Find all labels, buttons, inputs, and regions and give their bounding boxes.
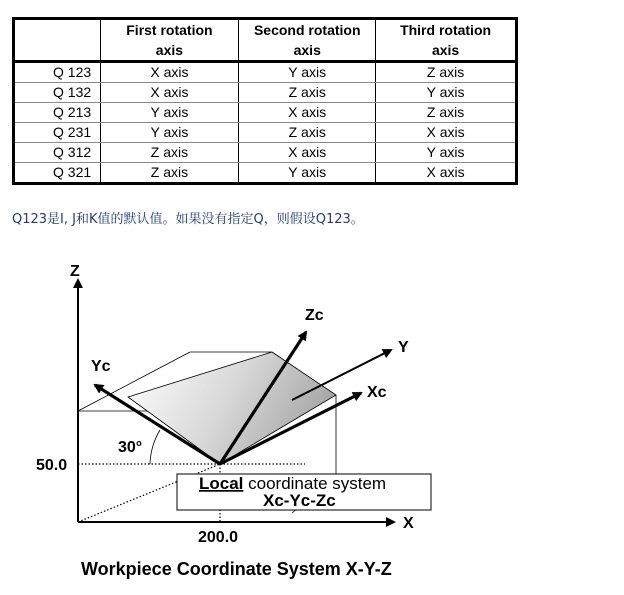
- coordinate-system-diagram: [0, 240, 624, 595]
- first-axis-cell: Y axis: [100, 123, 239, 143]
- header-first-rotation: [100, 19, 239, 62]
- angle-label: 30°: [118, 439, 143, 456]
- table-row: [14, 163, 517, 184]
- header-second-rotation-line1: Second rotation: [253, 22, 361, 38]
- height-label: 50.0: [36, 457, 68, 474]
- first-axis-cell: Z axis: [100, 143, 239, 163]
- header-first-rotation-line2: axis: [155, 42, 184, 58]
- third-axis-cell: X axis: [376, 163, 517, 184]
- first-axis-cell: X axis: [100, 83, 239, 103]
- header-first-rotation-line1: First rotation: [126, 22, 213, 38]
- yc-axis-label: Yc: [91, 358, 111, 375]
- first-axis-cell: X axis: [100, 62, 239, 83]
- table-row: [14, 123, 517, 143]
- angle-arc: [150, 430, 160, 464]
- second-axis-cell: Z axis: [239, 123, 376, 143]
- second-axis-cell: Y axis: [239, 163, 376, 184]
- q-code-cell: Q 231: [14, 123, 101, 143]
- second-axis-cell: Y axis: [239, 62, 376, 83]
- table-row: [14, 83, 517, 103]
- second-axis-cell: X axis: [239, 103, 376, 123]
- x-axis-label: X: [403, 515, 414, 532]
- header-second-rotation: [239, 19, 376, 62]
- header-third-rotation: [376, 19, 517, 62]
- diagram-caption: Workpiece Coordinate System X-Y-Z: [81, 559, 392, 579]
- table-row: [14, 143, 517, 163]
- table-row: [14, 103, 517, 123]
- third-axis-cell: Z axis: [376, 62, 517, 83]
- table-row: [14, 62, 517, 83]
- second-axis-cell: X axis: [239, 143, 376, 163]
- third-axis-cell: Y axis: [376, 143, 517, 163]
- zc-axis-label: Zc: [305, 307, 324, 324]
- q-code-cell: Q 321: [14, 163, 101, 184]
- header-second-rotation-line2: axis: [293, 42, 321, 58]
- y-axis-label: Y: [398, 339, 409, 356]
- table-header-row: [14, 19, 517, 62]
- local-coordinate-box: [177, 474, 431, 510]
- xc-axis-label: Xc: [367, 384, 387, 401]
- q-code-cell: Q 213: [14, 103, 101, 123]
- q-code-cell: Q 132: [14, 83, 101, 103]
- local-box-line2: Xc-Yc-Zc: [263, 491, 336, 510]
- first-axis-cell: Y axis: [100, 103, 239, 123]
- third-axis-cell: Y axis: [376, 83, 517, 103]
- third-axis-cell: Z axis: [376, 103, 517, 123]
- third-axis-cell: X axis: [376, 123, 517, 143]
- z-axis-label: Z: [70, 263, 80, 280]
- header-third-rotation-line2: axis: [431, 42, 460, 58]
- local-word: Local: [199, 474, 244, 493]
- q-code-cell: Q 312: [14, 143, 101, 163]
- q-code-cell: Q 123: [14, 62, 101, 83]
- header-empty-cell: [14, 19, 101, 62]
- second-axis-cell: Z axis: [239, 83, 376, 103]
- local-box-rest: coordinate system: [243, 474, 387, 493]
- width-label: 200.0: [198, 529, 239, 546]
- rotation-order-table: [12, 17, 518, 185]
- header-third-rotation-line1: Third rotation: [400, 22, 492, 38]
- default-q-note: Q123是I, J和K值的默认值。如果没有指定Q，则假设Q123。: [12, 212, 364, 227]
- first-axis-cell: Z axis: [100, 163, 239, 184]
